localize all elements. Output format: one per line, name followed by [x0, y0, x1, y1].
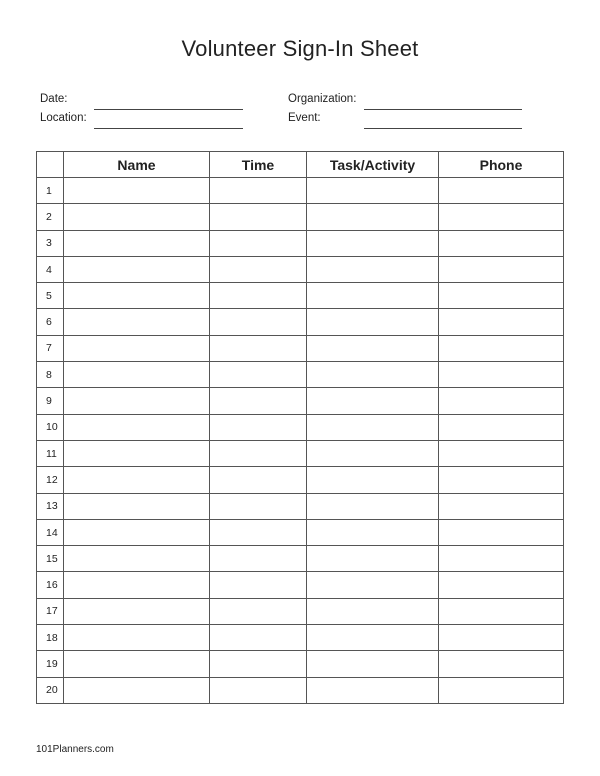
location-field[interactable]	[94, 128, 243, 129]
table-row	[37, 178, 564, 204]
row-number: 18	[37, 625, 64, 651]
phone-cell[interactable]	[439, 572, 564, 598]
time-cell[interactable]	[210, 598, 307, 624]
time-cell[interactable]	[210, 335, 307, 361]
sign-in-table	[36, 151, 564, 704]
name-cell[interactable]	[64, 309, 210, 335]
row-number: 13	[37, 493, 64, 519]
phone-cell[interactable]	[439, 283, 564, 309]
name-cell[interactable]	[64, 178, 210, 204]
row-number: 10	[37, 414, 64, 440]
time-cell[interactable]	[210, 230, 307, 256]
task-cell[interactable]	[307, 572, 439, 598]
phone-cell[interactable]	[439, 362, 564, 388]
table-row	[37, 414, 564, 440]
name-cell[interactable]	[64, 467, 210, 493]
task-cell[interactable]	[307, 335, 439, 361]
name-cell[interactable]	[64, 204, 210, 230]
phone-cell[interactable]	[439, 546, 564, 572]
task-cell[interactable]	[307, 625, 439, 651]
task-cell[interactable]	[307, 178, 439, 204]
time-cell[interactable]	[210, 651, 307, 677]
event-label: Event:	[288, 112, 321, 124]
table-row	[37, 572, 564, 598]
row-number: 11	[37, 440, 64, 466]
name-cell[interactable]	[64, 651, 210, 677]
task-cell[interactable]	[307, 362, 439, 388]
name-cell[interactable]	[64, 388, 210, 414]
table-row	[37, 651, 564, 677]
time-cell[interactable]	[210, 414, 307, 440]
name-cell[interactable]	[64, 335, 210, 361]
row-number: 1	[37, 178, 64, 204]
event-field[interactable]	[364, 128, 522, 129]
name-cell[interactable]	[64, 362, 210, 388]
time-cell[interactable]	[210, 388, 307, 414]
time-cell[interactable]	[210, 362, 307, 388]
row-number: 5	[37, 283, 64, 309]
phone-cell[interactable]	[439, 625, 564, 651]
page-title: Volunteer Sign-In Sheet	[181, 36, 419, 61]
time-cell[interactable]	[210, 178, 307, 204]
row-number: 7	[37, 335, 64, 361]
table-row	[37, 598, 564, 624]
table-row	[37, 362, 564, 388]
phone-cell[interactable]	[439, 467, 564, 493]
time-cell[interactable]	[210, 256, 307, 282]
time-cell[interactable]	[210, 519, 307, 545]
row-number: 6	[37, 309, 64, 335]
row-number: 12	[37, 467, 64, 493]
name-cell[interactable]	[64, 230, 210, 256]
task-cell[interactable]	[307, 598, 439, 624]
time-cell[interactable]	[210, 283, 307, 309]
name-cell[interactable]	[64, 677, 210, 703]
phone-cell[interactable]	[439, 440, 564, 466]
task-cell[interactable]	[307, 440, 439, 466]
task-cell[interactable]	[307, 546, 439, 572]
phone-cell[interactable]	[439, 230, 564, 256]
row-number: 4	[37, 256, 64, 282]
table-row	[37, 546, 564, 572]
table-row	[37, 283, 564, 309]
date-field[interactable]	[94, 109, 243, 110]
column-header-name: Name	[64, 152, 210, 178]
date-label: Date:	[40, 93, 68, 105]
phone-cell[interactable]	[439, 651, 564, 677]
phone-cell[interactable]	[439, 309, 564, 335]
task-cell[interactable]	[307, 493, 439, 519]
name-cell[interactable]	[64, 440, 210, 466]
phone-cell[interactable]	[439, 204, 564, 230]
name-cell[interactable]	[64, 256, 210, 282]
table-row	[37, 309, 564, 335]
row-number: 16	[37, 572, 64, 598]
row-number: 9	[37, 388, 64, 414]
name-cell[interactable]	[64, 414, 210, 440]
time-cell[interactable]	[210, 546, 307, 572]
task-cell[interactable]	[307, 204, 439, 230]
phone-cell[interactable]	[439, 519, 564, 545]
task-cell[interactable]	[307, 256, 439, 282]
name-cell[interactable]	[64, 519, 210, 545]
column-header-number	[37, 152, 64, 178]
time-cell[interactable]	[210, 467, 307, 493]
name-cell[interactable]	[64, 598, 210, 624]
phone-cell[interactable]	[439, 493, 564, 519]
time-cell[interactable]	[210, 309, 307, 335]
name-cell[interactable]	[64, 572, 210, 598]
organization-label: Organization:	[288, 93, 357, 105]
table-row	[37, 256, 564, 282]
task-cell[interactable]	[307, 519, 439, 545]
row-number: 19	[37, 651, 64, 677]
time-cell[interactable]	[210, 204, 307, 230]
task-cell[interactable]	[307, 309, 439, 335]
table-row	[37, 493, 564, 519]
time-cell[interactable]	[210, 493, 307, 519]
table-row	[37, 467, 564, 493]
time-cell[interactable]	[210, 677, 307, 703]
table-row	[37, 388, 564, 414]
phone-cell[interactable]	[439, 677, 564, 703]
phone-cell[interactable]	[439, 256, 564, 282]
task-cell[interactable]	[307, 651, 439, 677]
name-cell[interactable]	[64, 546, 210, 572]
row-number: 8	[37, 362, 64, 388]
name-cell[interactable]	[64, 625, 210, 651]
row-number: 17	[37, 598, 64, 624]
column-header-time: Time	[210, 152, 307, 178]
name-cell[interactable]	[64, 493, 210, 519]
row-number: 14	[37, 519, 64, 545]
row-number: 15	[37, 546, 64, 572]
column-header-phone: Phone	[439, 152, 564, 178]
location-label: Location:	[40, 112, 87, 124]
row-number: 2	[37, 204, 64, 230]
time-cell[interactable]	[210, 572, 307, 598]
table-row	[37, 230, 564, 256]
task-cell[interactable]	[307, 230, 439, 256]
table-row	[37, 204, 564, 230]
column-header-task: Task/Activity	[307, 152, 439, 178]
row-number: 3	[37, 230, 64, 256]
table-header-row	[37, 152, 564, 178]
phone-cell[interactable]	[439, 414, 564, 440]
table-row	[37, 625, 564, 651]
phone-cell[interactable]	[439, 335, 564, 361]
task-cell[interactable]	[307, 414, 439, 440]
time-cell[interactable]	[210, 440, 307, 466]
time-cell[interactable]	[210, 625, 307, 651]
task-cell[interactable]	[307, 677, 439, 703]
phone-cell[interactable]	[439, 178, 564, 204]
table-row	[37, 677, 564, 703]
table-row	[37, 335, 564, 361]
task-cell[interactable]	[307, 283, 439, 309]
table-row	[37, 440, 564, 466]
name-cell[interactable]	[64, 283, 210, 309]
task-cell[interactable]	[307, 467, 439, 493]
organization-field[interactable]	[364, 109, 522, 110]
task-cell[interactable]	[307, 388, 439, 414]
table-row	[37, 519, 564, 545]
footer-brand: 101Planners.com	[36, 744, 114, 755]
row-number: 20	[37, 677, 64, 703]
phone-cell[interactable]	[439, 598, 564, 624]
phone-cell[interactable]	[439, 388, 564, 414]
